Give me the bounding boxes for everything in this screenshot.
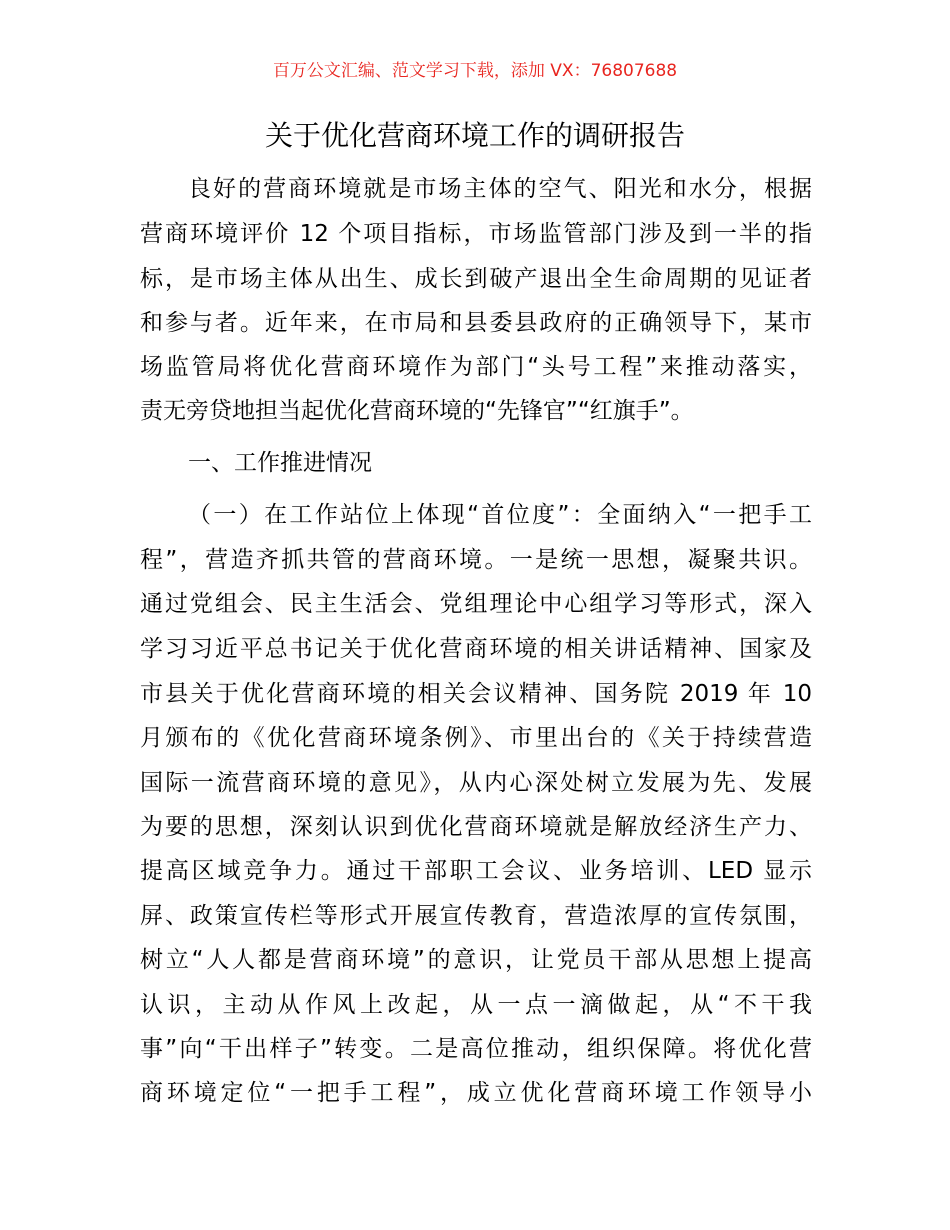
watermark-header: 百万公文汇编、范文学习下载，添加 VX：76807688 — [272, 61, 678, 81]
text-line: 学习习近平总书记关于优化营商环境的相关讲话精神、国家及 — [140, 636, 812, 662]
text-line: 为要的思想，深刻认识到优化营商环境就是解放经济生产力、 — [140, 814, 812, 840]
text-line: 月颁布的《优化营商环境条例》、市里出台的《关于持续营造 — [140, 725, 812, 751]
text-line: 认识，主动从作风上改起，从一点一滴做起，从“不干我 — [140, 992, 812, 1018]
text-line: 良好的营商环境就是市场主体的空气、阳光和水分，根据 — [188, 176, 812, 202]
text-line: 通过党组会、民主生活会、党组理论中心组学习等形式，深入 — [140, 591, 812, 617]
section-heading: 一、工作推进情况 — [188, 450, 372, 476]
text-line: 树立“人人都是营商环境”的意识，让党员干部从思想上提高 — [140, 947, 812, 973]
text-line: 场监管局将优化营商环境作为部门“头号工程”来推动落实， — [140, 354, 812, 380]
text-line: 事”向“干出样子”转变。二是高位推动，组织保障。将优化营 — [140, 1036, 812, 1062]
text-line: 商环境定位“一把手工程”，成立优化营商环境工作领导小 — [140, 1080, 812, 1106]
text-line: 提高区域竞争力。通过干部职工会议、业务培训、LED 显示 — [140, 858, 812, 884]
text-line: 市县关于优化营商环境的相关会议精神、国务院 2019 年 10 — [140, 681, 812, 707]
text-line: 营商环境评价 12 个项目指标，市场监管部门涉及到一半的指 — [140, 221, 812, 247]
document-title: 关于优化营商环境工作的调研报告 — [264, 119, 685, 152]
text-line: 标，是市场主体从出生、成长到破产退出全生命周期的见证者 — [140, 266, 812, 292]
text-line: 国际一流营商环境的意见》，从内心深处树立发展为先、发展 — [140, 770, 812, 796]
text-line: 责无旁贷地担当起优化营商环境的“先锋官”“红旗手”。 — [140, 398, 694, 424]
text-line: （一）在工作站位上体现“首位度”：全面纳入“一把手工 — [188, 502, 812, 528]
text-line: 和参与者。近年来，在市局和县委县政府的正确领导下，某市 — [140, 310, 812, 336]
text-line: 屏、政策宣传栏等形式开展宣传教育，营造浓厚的宣传氛围， — [140, 903, 812, 929]
text-line: 程”，营造齐抓共管的营商环境。一是统一思想，凝聚共识。 — [140, 547, 812, 573]
